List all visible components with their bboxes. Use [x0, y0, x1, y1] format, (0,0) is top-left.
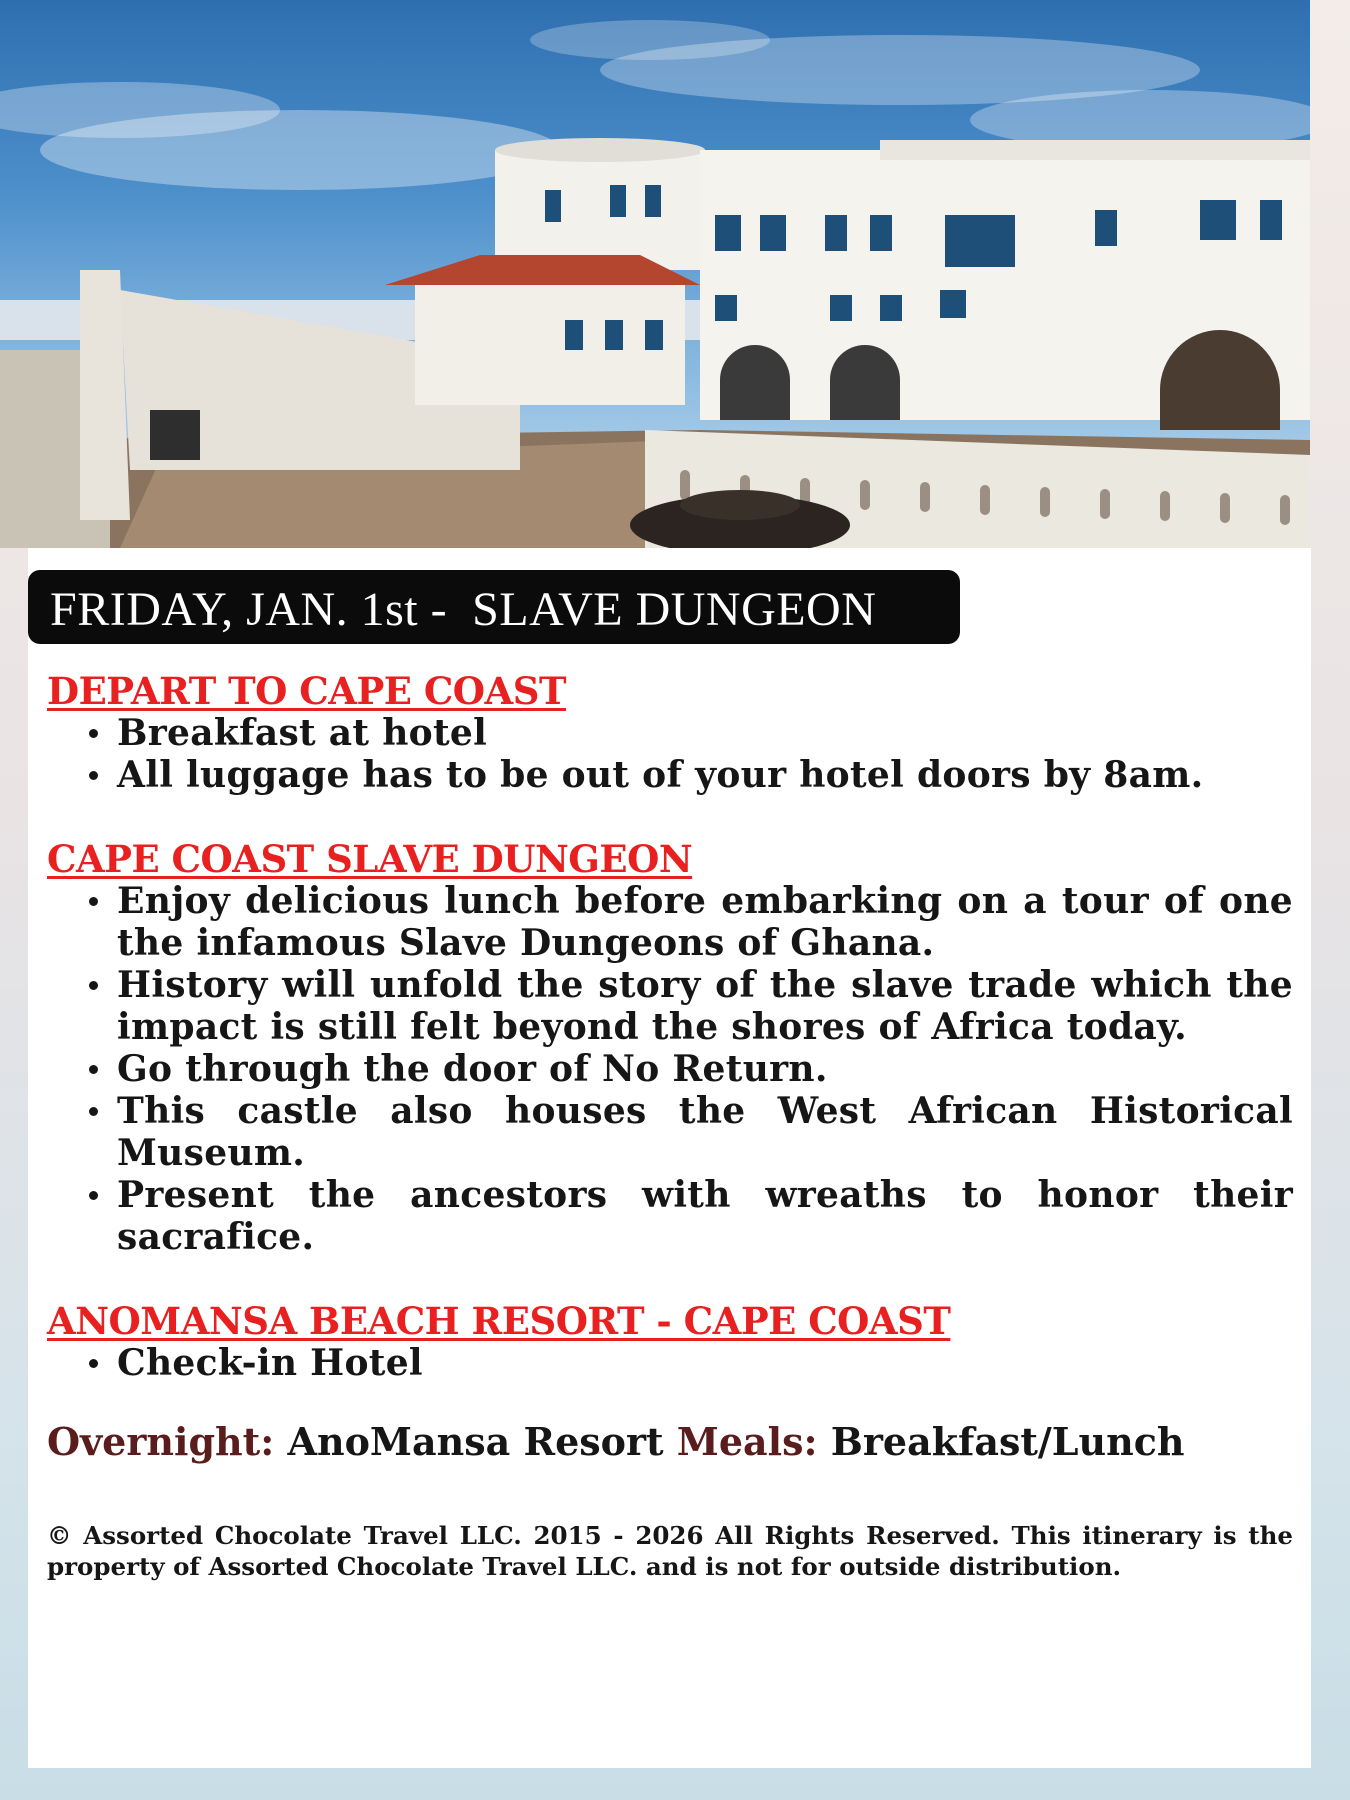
list-item: History will unfold the story of the slave trade which the impact is still felt beyond the shores of Africa today.: [47, 964, 1293, 1048]
copyright-notice: © Assorted Chocolate Travel LLC. 2015 - 2026 All Rights Reserved. This itinerary is the property of Assorted Chocolate Travel LLC. and is not for outside distribution.: [47, 1521, 1293, 1581]
section-heading: CAPE COAST SLAVE DUNGEON: [47, 837, 693, 881]
hero-photo: [0, 0, 1310, 548]
day-title: FRIDAY, JAN. 1st - SLAVE DUNGEON: [50, 583, 877, 636]
section-heading: DEPART TO CAPE COAST: [47, 669, 566, 713]
list-item: Enjoy delicious lunch before embarking on a tour of one the infamous Slave Dungeons of Ghana.: [47, 880, 1293, 964]
overnight-label: Overnight:: [47, 1419, 275, 1464]
day-banner: [28, 570, 960, 644]
bullet-list: [47, 712, 1293, 796]
itinerary-content: [47, 670, 1293, 1582]
section-depart: [47, 670, 1293, 796]
meals-value: Breakfast/Lunch: [830, 1419, 1185, 1464]
list-item: This castle also houses the West African Historical Museum.: [47, 1090, 1293, 1174]
list-item: Check-in Hotel: [47, 1342, 1293, 1384]
list-item: Go through the door of No Return.: [47, 1048, 1293, 1090]
meals-label: Meals:: [676, 1419, 818, 1464]
list-item: All luggage has to be out of your hotel doors by 8am.: [47, 754, 1293, 796]
overnight-value: AnoMansa Resort: [287, 1419, 664, 1464]
bullet-list: [47, 880, 1293, 1258]
bullet-list: [47, 1342, 1293, 1384]
overnight-meals-line: [47, 1420, 1293, 1464]
section-dungeon: [47, 838, 1293, 1258]
section-resort: [47, 1300, 1293, 1384]
list-item: Present the ancestors with wreaths to honor their sacrafice.: [47, 1174, 1293, 1258]
section-heading: ANOMANSA BEACH RESORT - CAPE COAST: [47, 1299, 951, 1343]
list-item: Breakfast at hotel: [47, 712, 1293, 754]
